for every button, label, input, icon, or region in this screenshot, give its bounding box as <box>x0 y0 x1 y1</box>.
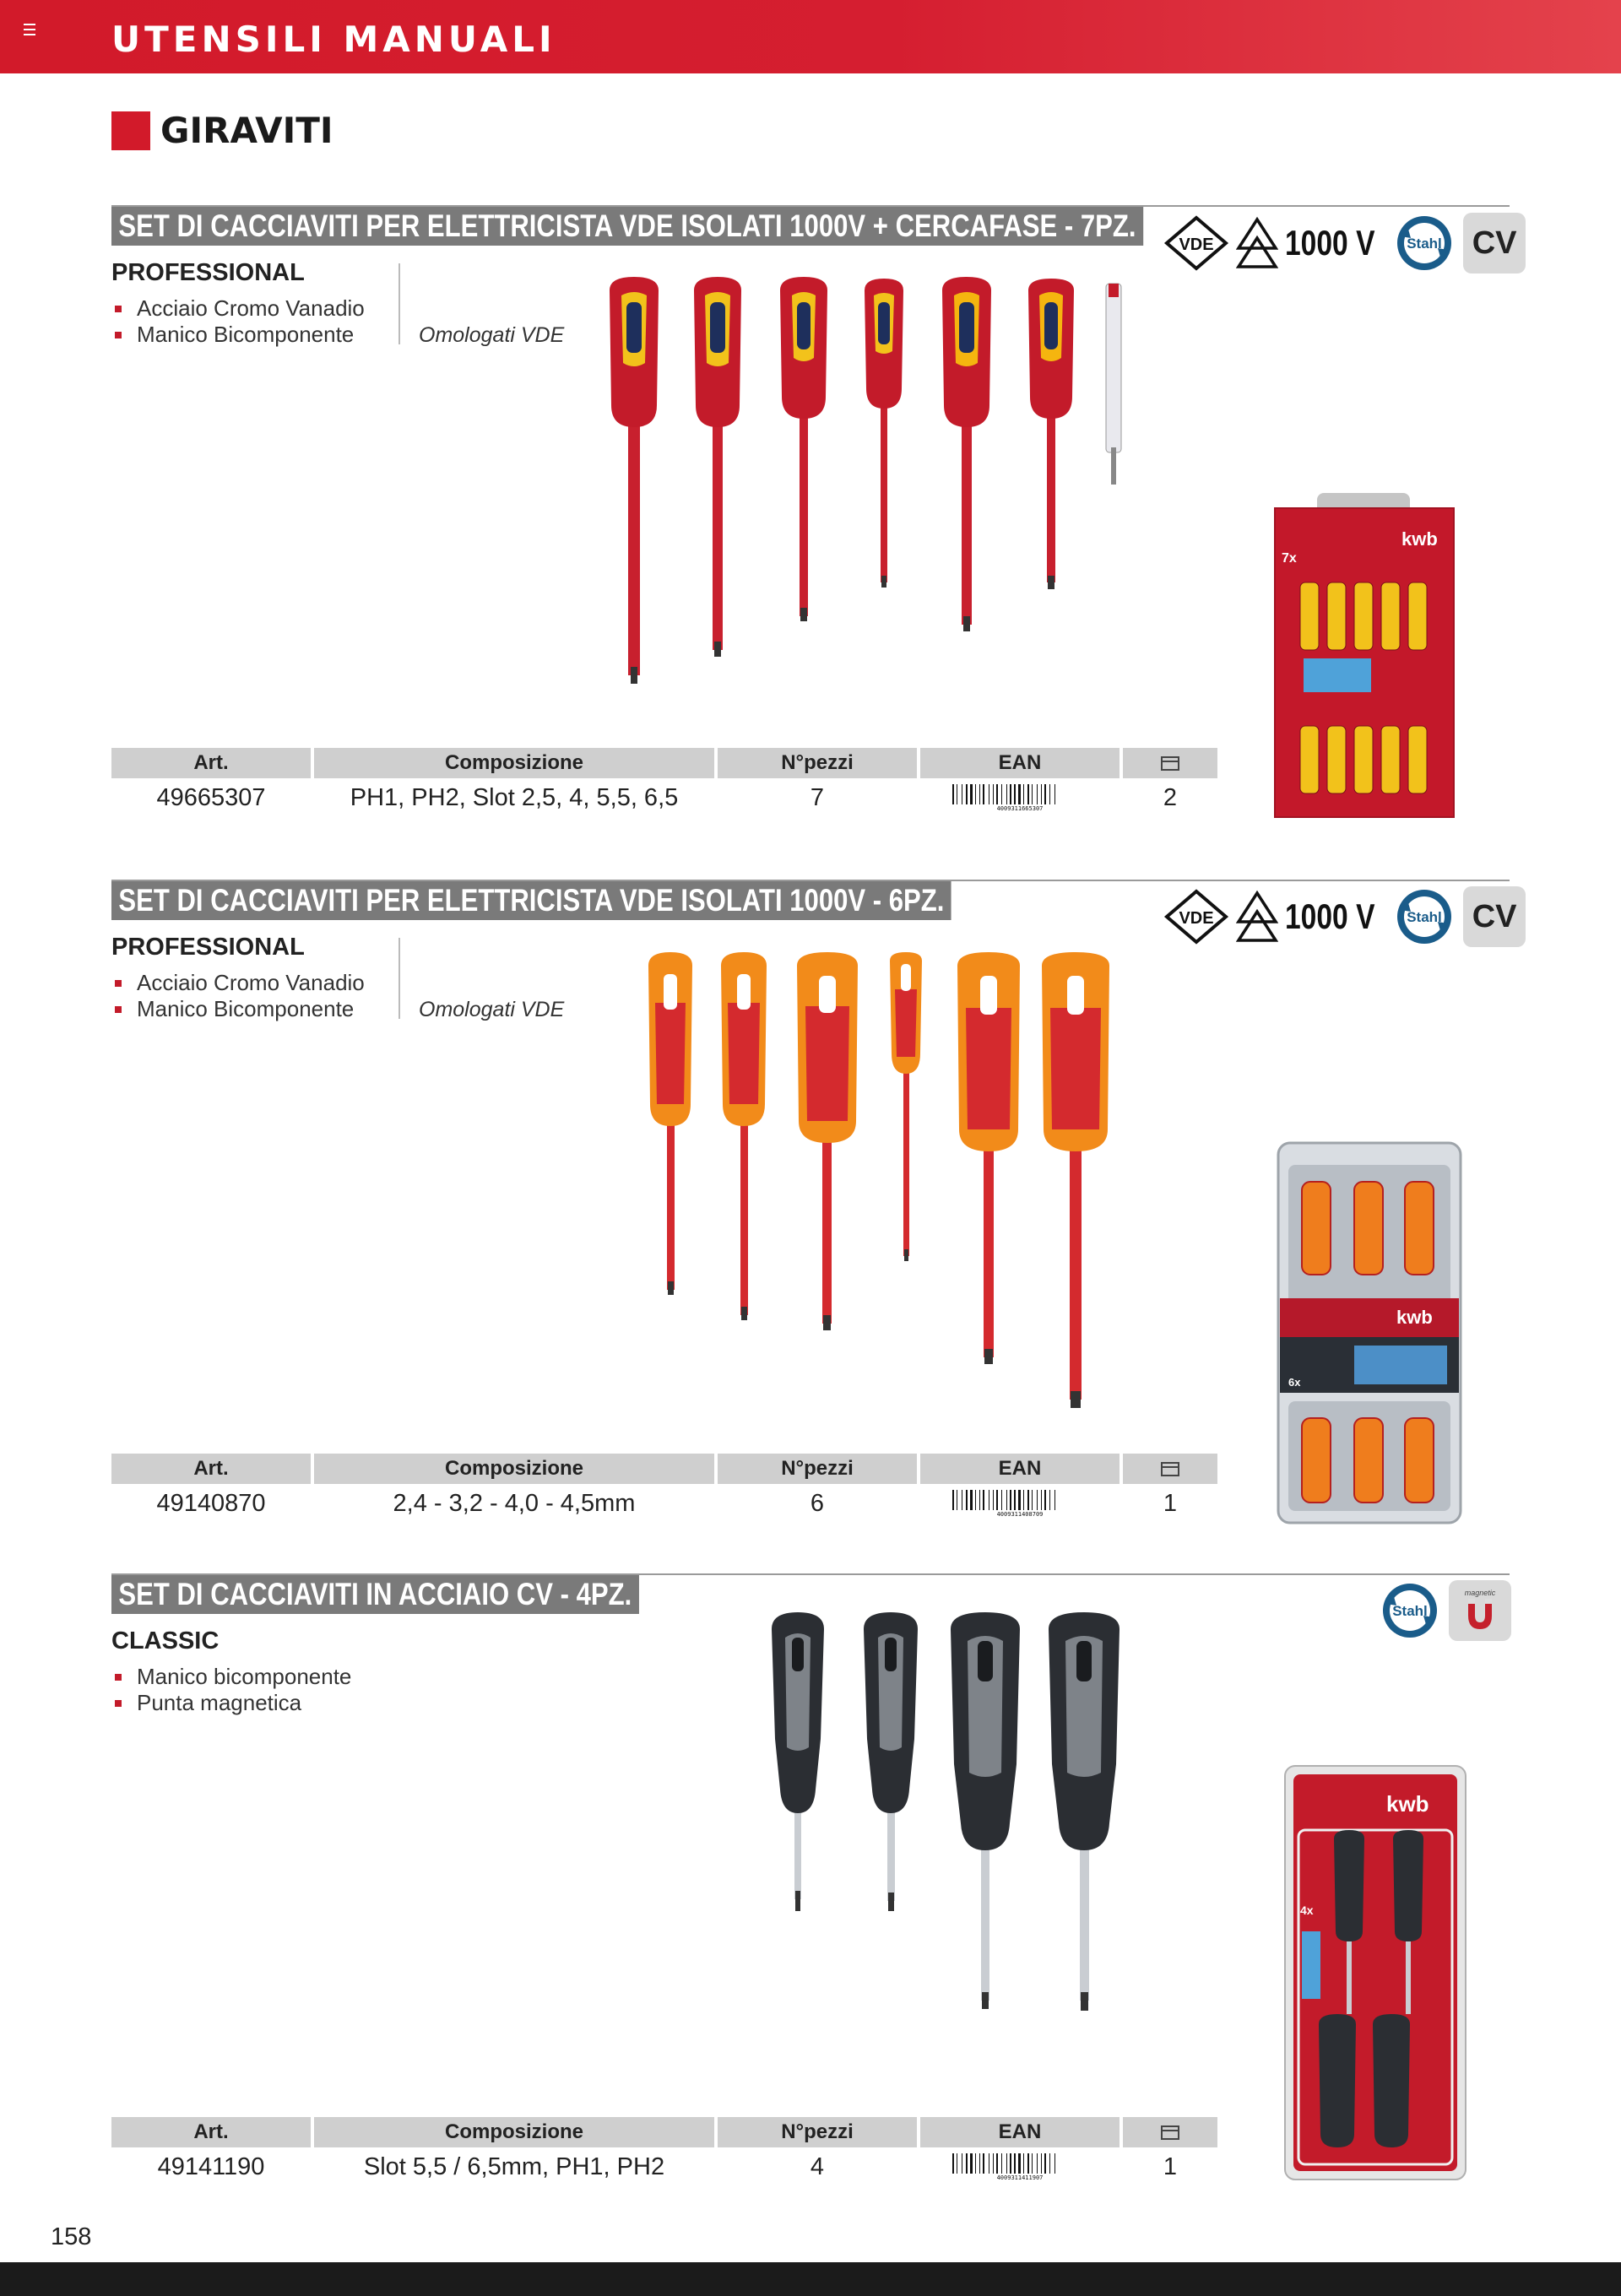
piece-count: 4 <box>810 2152 825 2180</box>
magnet-icon <box>1455 1585 1505 1636</box>
screwdriver <box>942 277 991 631</box>
box-quantity: 1 <box>1163 1489 1178 1517</box>
vertical-separator <box>398 263 400 344</box>
bullet-icon <box>115 1006 122 1013</box>
table-row <box>111 778 1217 817</box>
spec-table-header <box>111 2117 1217 2147</box>
feature-list <box>115 970 365 1022</box>
menu-icon[interactable] <box>24 24 35 35</box>
stahl-icon <box>1378 1578 1442 1643</box>
product-title: SET DI CACCIAVITI PER ELETTRICISTA VDE ISOLATI 1000V - 6PZ. <box>111 881 951 920</box>
svg-text:4x: 4x <box>1300 1903 1314 1917</box>
box-icon <box>1160 755 1180 772</box>
col-box <box>1123 1454 1217 1484</box>
bullet-icon <box>115 980 122 987</box>
page-number: 158 <box>51 2223 92 2250</box>
screwdriver <box>694 277 741 657</box>
product-image <box>591 270 1148 718</box>
voltage-label: 1000 V <box>1285 896 1375 936</box>
col-pieces: N°pezzi <box>718 1454 917 1484</box>
badge-row <box>1163 885 1526 949</box>
screwdriver <box>780 277 827 621</box>
package-image <box>1282 1763 1469 2185</box>
piece-count: 7 <box>810 783 825 811</box>
barcode-icon <box>951 1490 1089 1517</box>
art-number: 49141190 <box>157 2152 265 2180</box>
screwdriver <box>772 1612 824 1911</box>
feature-item: Manico bicomponente <box>115 1664 351 1690</box>
product-line: CLASSIC <box>111 1627 220 1654</box>
table-row <box>111 1484 1217 1523</box>
vertical-separator <box>398 938 400 1019</box>
section-title: GIRAVITI <box>160 110 333 151</box>
badge-row <box>1378 1578 1511 1643</box>
feature-item: Manico Bicomponente <box>115 322 365 348</box>
product-image <box>751 1604 1140 2102</box>
certification-note: Omologati VDE <box>419 323 565 347</box>
spec-table-header <box>111 748 1217 778</box>
screwdriver <box>865 279 903 588</box>
composition: PH1, PH2, Slot 2,5, 4, 5,5, 6,5 <box>350 783 679 811</box>
col-art: Art. <box>111 2117 311 2147</box>
col-ean: EAN <box>920 1454 1120 1484</box>
screwdriver <box>610 277 659 684</box>
box-quantity: 2 <box>1163 783 1178 811</box>
col-box <box>1123 748 1217 778</box>
ean-barcode <box>920 778 1120 817</box>
col-art: Art. <box>111 748 311 778</box>
svg-text:Stahl: Stahl <box>1392 1603 1428 1619</box>
spec-table <box>111 1454 1217 1523</box>
art-number: 49665307 <box>156 783 266 811</box>
cv-badge: CV <box>1463 213 1526 273</box>
package-image <box>1270 1140 1469 1528</box>
bullet-icon <box>115 332 122 338</box>
feature-list <box>115 295 365 348</box>
bullet-icon <box>115 306 122 312</box>
col-art: Art. <box>111 1454 311 1484</box>
page-category-title: UTENSILI MANUALI <box>111 19 556 60</box>
screwdriver <box>957 952 1020 1364</box>
section-marker <box>111 111 150 150</box>
product-image <box>625 944 1148 1433</box>
product-line: PROFESSIONAL <box>111 934 305 961</box>
barcode-icon <box>951 784 1089 811</box>
product-title: SET DI CACCIAVITI PER ELETTRICISTA VDE ISOLATI 1000V + CERCAFASE - 7PZ. <box>111 207 1143 246</box>
col-ean: EAN <box>920 748 1120 778</box>
voltage-tester <box>1106 284 1121 485</box>
col-composition: Composizione <box>314 2117 714 2147</box>
header-band <box>0 0 1621 73</box>
screwdriver <box>648 952 692 1295</box>
double-triangle-icon <box>1236 214 1278 272</box>
svg-text:kwb: kwb <box>1396 1307 1433 1328</box>
svg-text:7x: 7x <box>1282 551 1297 566</box>
product-line: PROFESSIONAL <box>111 259 305 286</box>
col-ean: EAN <box>920 2117 1120 2147</box>
bullet-icon <box>115 1674 122 1681</box>
package-image <box>1266 490 1461 819</box>
col-box <box>1123 2117 1217 2147</box>
feature-item: Acciaio Cromo Vanadio <box>115 970 365 996</box>
screwdriver <box>721 952 767 1320</box>
feature-item: Punta magnetica <box>115 1690 351 1716</box>
magnetic-badge <box>1449 1580 1511 1641</box>
screwdriver <box>951 1612 1020 2009</box>
voltage-label: 1000 V <box>1285 223 1375 263</box>
table-row <box>111 2147 1217 2186</box>
art-number: 49140870 <box>156 1489 266 1517</box>
bullet-icon <box>115 1700 122 1707</box>
composition: 2,4 - 3,2 - 4,0 - 4,5mm <box>393 1489 636 1517</box>
feature-item: Manico Bicomponente <box>115 996 365 1022</box>
col-pieces: N°pezzi <box>718 748 917 778</box>
screwdriver <box>1042 952 1109 1408</box>
svg-text:6x: 6x <box>1288 1376 1301 1389</box>
double-triangle-icon <box>1236 888 1278 945</box>
svg-text:4009311411907: 4009311411907 <box>996 2174 1044 2180</box>
feature-list <box>115 1664 351 1716</box>
svg-text:kwb: kwb <box>1401 528 1438 550</box>
svg-text:4009311665307: 4009311665307 <box>996 805 1044 811</box>
footer-band <box>0 2262 1621 2296</box>
barcode-icon <box>951 2153 1089 2180</box>
stahl-icon <box>1392 211 1456 275</box>
col-composition: Composizione <box>314 748 714 778</box>
box-quantity: 1 <box>1163 2152 1178 2180</box>
box-icon <box>1160 2124 1180 2141</box>
svg-text:magnetic: magnetic <box>1464 1589 1496 1597</box>
screwdriver <box>864 1612 918 1911</box>
piece-count: 6 <box>810 1489 825 1517</box>
ean-barcode <box>920 2147 1120 2186</box>
stahl-icon <box>1392 885 1456 949</box>
cv-badge: CV <box>1463 886 1526 947</box>
svg-text:VDE: VDE <box>1179 909 1214 928</box>
svg-text:Stahl: Stahl <box>1407 909 1442 925</box>
screwdriver <box>1028 279 1074 589</box>
svg-text:4009311408709: 4009311408709 <box>996 1511 1044 1517</box>
svg-text:Stahl: Stahl <box>1407 236 1442 252</box>
spec-table <box>111 2117 1217 2186</box>
vde-mark-icon <box>1163 888 1229 945</box>
col-pieces: N°pezzi <box>718 2117 917 2147</box>
box-icon <box>1160 1460 1180 1477</box>
screwdriver <box>890 952 922 1261</box>
certification-note: Omologati VDE <box>419 998 565 1021</box>
badge-row <box>1163 211 1526 275</box>
col-composition: Composizione <box>314 1454 714 1484</box>
product-title: SET DI CACCIAVITI IN ACCIAIO CV - 4PZ. <box>111 1575 639 1614</box>
composition: Slot 5,5 / 6,5mm, PH1, PH2 <box>363 2152 665 2180</box>
vde-mark-icon <box>1163 214 1229 272</box>
svg-text:kwb: kwb <box>1386 1791 1429 1817</box>
feature-item: Acciaio Cromo Vanadio <box>115 295 365 322</box>
spec-table <box>111 748 1217 817</box>
ean-barcode <box>920 1484 1120 1523</box>
spec-table-header <box>111 1454 1217 1484</box>
svg-text:VDE: VDE <box>1179 236 1214 254</box>
screwdriver <box>1049 1612 1120 2011</box>
screwdriver <box>797 952 858 1330</box>
